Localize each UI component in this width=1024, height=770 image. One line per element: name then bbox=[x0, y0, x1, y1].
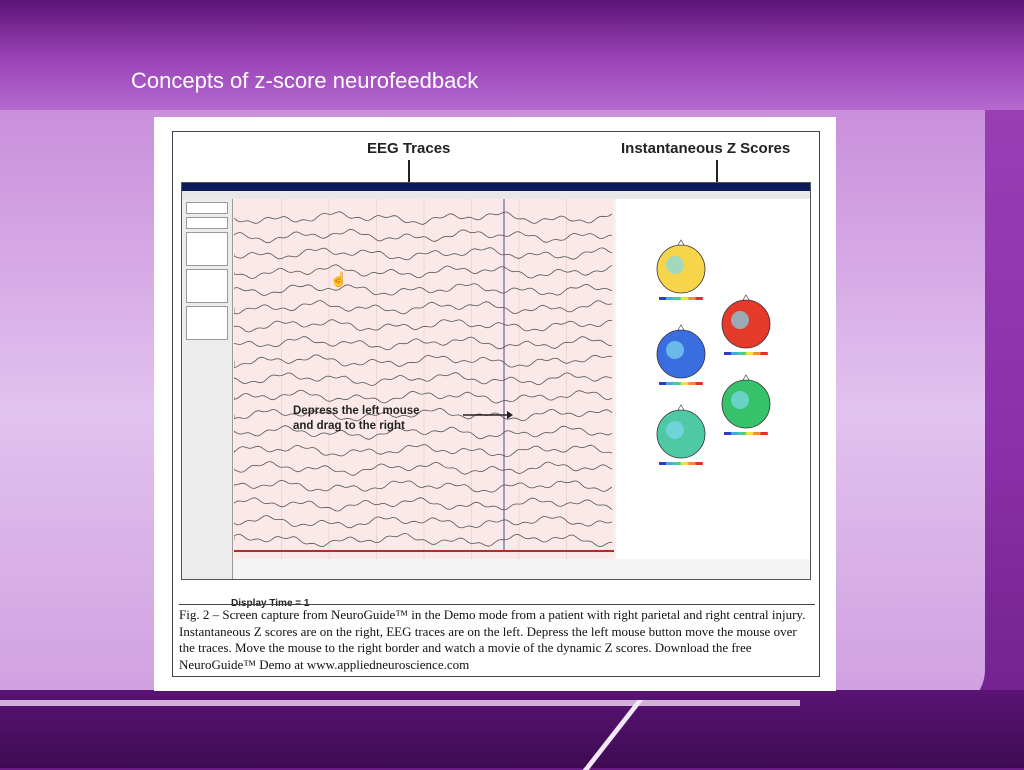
colorbar-segment bbox=[688, 382, 695, 385]
eeg-traces-panel[interactable] bbox=[234, 199, 614, 559]
colorbar-segment bbox=[739, 352, 746, 355]
colorbar-segment bbox=[731, 352, 738, 355]
colorbar-segment bbox=[761, 432, 768, 435]
colorbar-segment bbox=[724, 432, 731, 435]
colorbar-segment bbox=[724, 352, 731, 355]
app-sidebar bbox=[182, 199, 233, 579]
headmap-nose bbox=[743, 375, 749, 380]
zscore-panel bbox=[616, 199, 810, 559]
colorbar-segment bbox=[753, 352, 760, 355]
headmap-high-beta bbox=[657, 405, 705, 465]
colorbar-segment bbox=[746, 352, 753, 355]
split-half-list[interactable] bbox=[186, 269, 228, 303]
colorbar-segment bbox=[659, 297, 666, 300]
headmap-nose bbox=[743, 295, 749, 300]
z-scores-label: Instantaneous Z Scores bbox=[621, 140, 791, 157]
headmap-blob bbox=[731, 391, 749, 409]
headmap-beta bbox=[722, 375, 770, 435]
colorbar-segment bbox=[731, 432, 738, 435]
footer-swoosh bbox=[583, 700, 904, 770]
instruction-annotation bbox=[293, 404, 420, 434]
colorbar-segment bbox=[674, 382, 681, 385]
colorbar-segment bbox=[659, 462, 666, 465]
test-retest-list[interactable] bbox=[186, 306, 228, 340]
neuroguide-window bbox=[181, 182, 811, 580]
scale-field[interactable] bbox=[186, 202, 228, 214]
headmap-blob bbox=[666, 256, 684, 274]
colorbar-segment bbox=[688, 462, 695, 465]
colorbar-segment bbox=[746, 432, 753, 435]
headmap-theta bbox=[722, 295, 770, 355]
headmap-blob bbox=[666, 341, 684, 359]
colorbar-segment bbox=[681, 462, 688, 465]
montage-list[interactable] bbox=[186, 232, 228, 266]
headmap-nose bbox=[678, 240, 684, 245]
colorbar-segment bbox=[674, 462, 681, 465]
colorbar-segment bbox=[761, 352, 768, 355]
colorbar-segment bbox=[674, 297, 681, 300]
colorbar-segment bbox=[753, 432, 760, 435]
headmap-blob bbox=[666, 421, 684, 439]
eeg-traces-label: EEG Traces bbox=[367, 140, 451, 157]
figure-image bbox=[154, 117, 836, 691]
annotation-line-1: Depress the left mouse bbox=[293, 405, 420, 417]
figure-frame bbox=[172, 131, 820, 677]
display-time-label: Display Time = 1 bbox=[231, 598, 310, 609]
figure-caption: Fig. 2 – Screen capture from NeuroGuide™ in the Demo mode from a patient with right parietal and right central injury. Instantaneous Z scores are on the right, EEG traces are on the left. Depress the left mouse button move the mouse over the traces. Move the mouse to the right border and watch a movie of the dynamic Z scores. Download the free NeuroGuide™ Demo at www.appliedneuroscience.com bbox=[179, 604, 815, 673]
colorbar-segment bbox=[681, 382, 688, 385]
colorbar-segment bbox=[739, 432, 746, 435]
headmap-alpha bbox=[657, 325, 705, 385]
headmap-blob bbox=[731, 311, 749, 329]
colorbar-segment bbox=[688, 297, 695, 300]
app-menubar bbox=[182, 191, 810, 199]
colorbar-segment bbox=[659, 382, 666, 385]
colorbar-segment bbox=[666, 462, 673, 465]
headmap-nose bbox=[678, 405, 684, 410]
headmap-delta bbox=[657, 240, 705, 300]
app-titlebar bbox=[182, 183, 810, 191]
colorbar-segment bbox=[696, 382, 703, 385]
colorbar-segment bbox=[696, 297, 703, 300]
colorbar-segment bbox=[681, 297, 688, 300]
annotation-line-2: and drag to the right bbox=[293, 420, 405, 432]
slide-title: Concepts of z-score neurofeedback bbox=[131, 68, 479, 93]
colorbar-segment bbox=[696, 462, 703, 465]
drag-arrow-icon bbox=[463, 410, 513, 420]
colorbar-segment bbox=[666, 382, 673, 385]
edit-time-field[interactable] bbox=[186, 217, 228, 229]
headmap-nose bbox=[678, 325, 684, 330]
hand-cursor-icon: ☝ bbox=[330, 271, 348, 287]
colorbar-segment bbox=[666, 297, 673, 300]
